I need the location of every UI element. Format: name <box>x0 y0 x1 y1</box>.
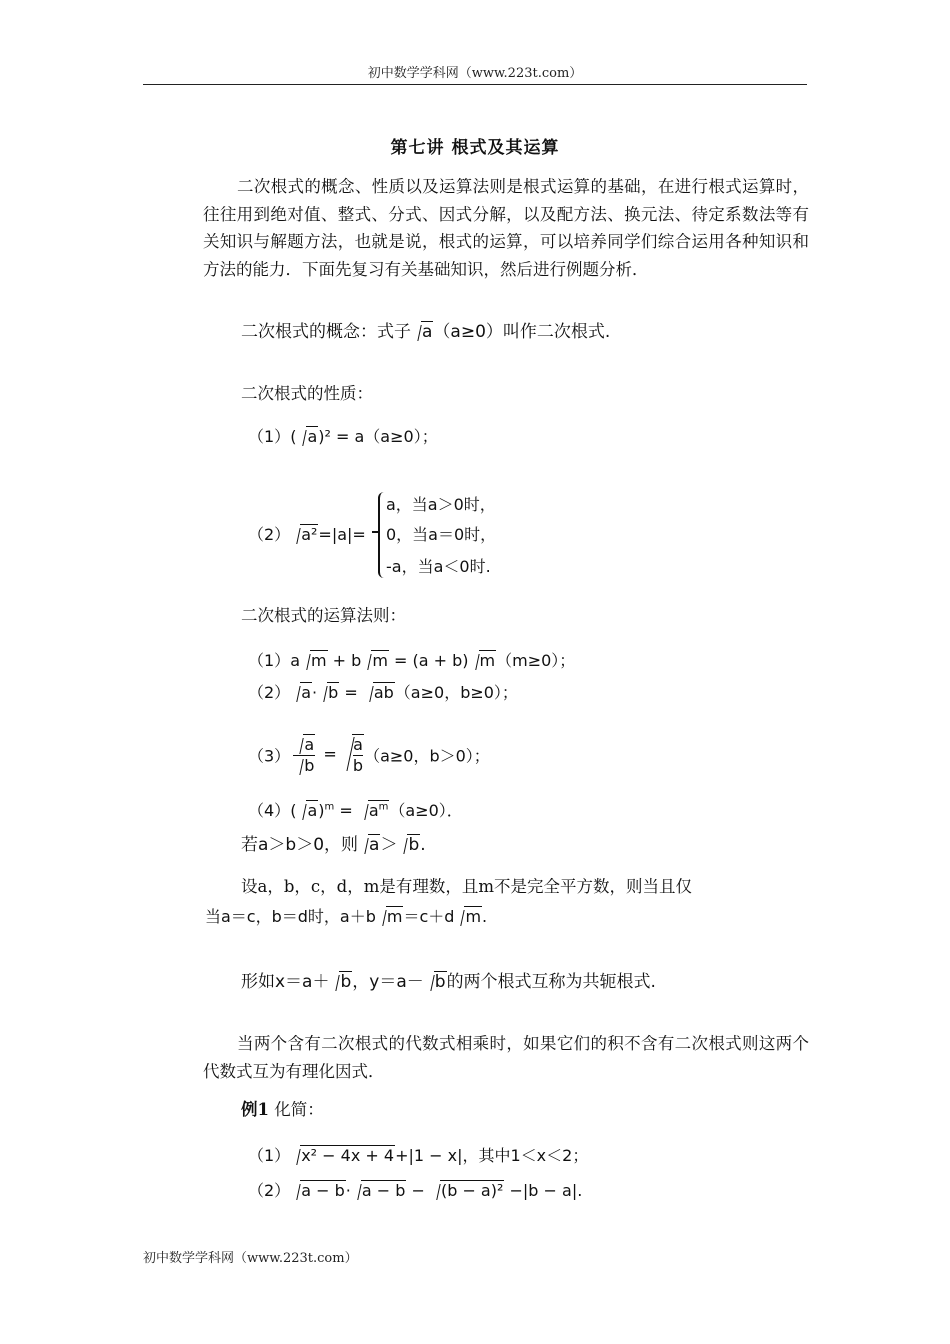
concept-suffix: 叫作二次根式. <box>502 322 611 342</box>
property-2-case-2: 0，当a＝0时， <box>386 525 497 544</box>
concept-prefix: 二次根式的概念：式子 <box>241 322 411 342</box>
header-rule <box>143 84 807 85</box>
lecture-title: 第七讲 根式及其运算 <box>390 138 560 158</box>
property-1: （1）( a)² = a（a≥0）； <box>248 427 438 446</box>
page-header: 初中数学学科网（www.223t.com） <box>367 66 583 81</box>
concept-condition: （a≥0） <box>433 322 503 342</box>
sqrt-a: a <box>412 322 433 342</box>
example-1-label: 例1 <box>241 1100 269 1119</box>
concept-line <box>241 317 610 342</box>
conjugate-definition: 形如x＝a＋ b，y＝a－ b的两个根式互称为共轭根式. <box>241 972 656 992</box>
example-1-heading <box>241 1096 541 1124</box>
rule-5: 若a＞b＞0，则 a＞ b. <box>241 835 426 855</box>
rationalizing-factor-paragraph: 当两个含有二次根式的代数式相乘时，如果它们的积不含有二次根式则这两个代数式互为有理化因式． <box>203 1034 809 1081</box>
rules-heading: 二次根式的运算法则： <box>241 606 406 625</box>
property-2-lhs: （2） a²=|a|= <box>248 525 366 544</box>
example-1-question-1: （1） x² − 4x + 4+|1 − x|，其中1＜x＜2； <box>248 1146 589 1165</box>
property-2-case-3: -a，当a＜0时. <box>386 557 491 576</box>
rule-4: （4）( $a)^m = a^m(a\ge 0)$． <box>248 801 463 820</box>
rule-2: （2） a· b = ab（a≥0，b≥0）； <box>248 683 518 702</box>
intro-paragraph: 二次根式的概念、性质以及运算法则是根式运算的基础，在进行根式运算时，往往用到绝对值、整式、分式、因式分解，以及配方法、换元法、待定系数法等有关知识与解题方法，也就是说，根式的运算，可以培养同学们综合运用各种知识和方法的能力．下面先复习有关基础知识，然后进行例题分析． <box>203 177 809 279</box>
property-2-case-1: a，当a＞0时， <box>386 495 496 514</box>
left-brace-tip <box>372 531 379 533</box>
rational-statement-line-2: 当a＝c，b＝d时，a＋b m＝c＋d m. <box>205 907 488 926</box>
rational-statement-line-1: 设a，b，c，d，m是有理数，且m不是完全平方数，则当且仅 <box>241 877 692 896</box>
fraction-sqrt-a-over-sqrt-b: $\frac{a}{b}$ <box>293 735 315 776</box>
example-1-task: 化简： <box>274 1100 324 1119</box>
rule-1: （1）a m + b m = (a + b) m（m≥0）； <box>248 651 576 670</box>
page-footer: 初中数学学科网（www.223t.com） <box>143 1251 358 1266</box>
example-1-question-2: （2） a − b· a − b − (b − a)² −|b − a|. <box>248 1181 583 1200</box>
properties-heading: 二次根式的性质： <box>241 384 373 403</box>
rule-3: （3） $\frac{a}{b}$ = $\frac{a}{b}$ （a≥0，b＞0）； <box>248 734 490 775</box>
